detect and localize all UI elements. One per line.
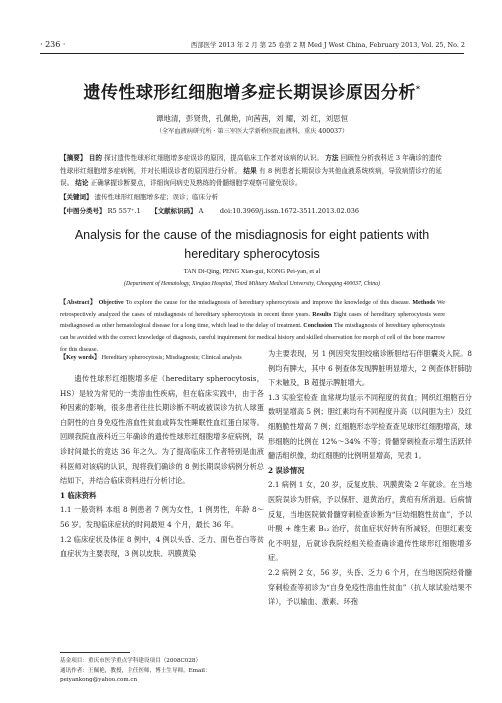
abstract-cn [60, 152, 442, 190]
abstract-en-conclusion: The misdiagnosis of hereditary spherocytosis can be avoided with the correct knowledge of diagnosis, careful inquirement for medical history and skilled observation for morph of cell of the bone marrow for this disease. [60, 323, 446, 353]
clc-value: R5 557⁺.1 [107, 207, 141, 215]
abstract-cn-objective: 探讨遗传性球形红细胞增多症误诊的原因，提高临床工作者对该病的认识。 [104, 154, 324, 162]
abstract-cn-objective-label: 目的 [88, 154, 102, 162]
abstract-cn-methods-label: 方法 [325, 154, 339, 162]
abstract-en-methods-label: Methods [412, 300, 436, 306]
body-left-column [60, 372, 264, 562]
footnote-fund: 基金项目：重庆市医学重点学科建设项目（2008C028） [60, 658, 202, 664]
abstract-cn-methods: 回顾性分析我科近 3 年确诊的遗传性球形红细胞增多症病例，并对长期误诊者的原因进行分析。 [60, 154, 442, 175]
section-1-heading: 1 临床资料 [60, 490, 97, 500]
affiliation-cn: （全军血液病研究所 · 第三军医大学新桥医院血液科，重庆 400037） [155, 128, 349, 135]
authors-cn: 谭地清，彭贤贵，孔佩艳，向茜茜，刘 耀，刘 红，刘思恒 [155, 114, 349, 123]
abstract-cn-results-label: 结果 [243, 166, 257, 175]
abstract-en-label: 【Abstract】 [60, 300, 97, 306]
footnote [60, 657, 264, 686]
title-en-line-1: Analysis for the cause of the misdiagnosis for eight patients with [74, 228, 430, 242]
section-1-3: 1.3 实验室检查 血常规均显示不同程度的贫血；网织红细胞百分数明显增高 5 例；胆红素均有不同程度升高（以间胆为主）及红细胞脆性增高 7 例；红细胞形态学检查查见球形红细胞增高，球形细胞的比例在 12%～34% 不等；骨髓穿刺检查示增生活跃伴髓活组织像，幼红细胞的比例明显增高，见表 1。 [268, 392, 472, 461]
doi-text: doi:10.3969/j.issn.1672-3511.2013.02.036 [219, 207, 360, 215]
abstract-en-results-label: Results [312, 311, 332, 318]
section-1-1: 1.1 一般资料 本组 8 例患者 7 例为女性，1 例男性，年龄 8～56 岁。发现临床症状的时间最短 4 个月，最长 36 年。 [60, 505, 264, 529]
section-1-2-continued: 为主要表现，另 1 例因突发胆绞痛诊断胆结石伴胆囊炎入院。8 例均有脾大，其中 6 例查体发现脾脏明显增大，2 例查体肝肺肋下未触及，B 超提示脾脏增大。 [268, 349, 472, 388]
intro-paragraph: 遗传性球形红细胞增多症（hereditary spherocytosis，HS）是较为常见的一类溶血性疾病，但在临床实践中，由于各种因素的影响，很多患者往往长期诊断不明或被误诊为抗人球蛋白阴性的自身免疫性溶血性贫血或阵发性睡眠性血红蛋白尿等。回顾我院血液科近三年确诊的遗传性球形红细胞增多症病例，误诊时间最长的竟达 36 年之久。为了提高临床工作者特别是血液科医师对该病的认识，现将我们确诊的 8 例长期误诊病例分析总结如下，并结合临床资料进行分析讨论。 [60, 374, 264, 486]
article-title-cn [40, 78, 464, 103]
section-2-heading: 2 误诊情况 [268, 465, 305, 475]
authors-en: TAN Di-Qing, PENG Xian-gui, KONG Pei-yan, et al [183, 268, 321, 275]
title-footnote-mark: * [415, 83, 421, 94]
title-en-line-2: hereditary spherocytosis [184, 246, 320, 261]
abstract-en-objective-label: Objective [98, 300, 124, 306]
footnote-rule [60, 652, 130, 653]
abstract-cn-label: 【摘要】 [60, 154, 87, 162]
keywords-cn-label: 【关键词】 [60, 193, 93, 201]
clc-label: 【中图分类号】 [60, 207, 106, 215]
body-right-column [268, 347, 472, 610]
affiliation-en: (Department of Hematology, Xinqiao Hospital, Third Military Medical University, Chongqing 400037, China) [124, 281, 380, 287]
abstract-cn-results: 有 8 例患者长期误诊为其他血液系统疾病，导致病情诊疗的延误。 [60, 166, 442, 187]
abstract-en-objective: To explore the cause for the misdiagnosis of hereditary spherocytosis and improve the knowledge of this disease. [125, 300, 411, 306]
abstract-cn-conclusion-label: 结论 [75, 179, 89, 187]
keywords-en-label: 【Key words】 [60, 355, 101, 361]
header-rule [40, 53, 464, 54]
doc-code-value: A [198, 207, 204, 215]
abstract-en-conclusion-label: Conclusion [303, 323, 333, 330]
classification-row [60, 206, 442, 215]
abstract-cn-conclusion: 正确掌握诊断要点，详细询问病史及熟练的骨髓细胞学观察可避免误诊。 [90, 179, 302, 187]
keywords-en-text: Hereditary spherocytosis; Misdiagnosis; Clinical analysis [101, 355, 242, 361]
footnote-contact: 通讯作者：王佩艳，教授，主任医师，博士生导师。Email：peiyankong@yahoo.com.cn [60, 667, 211, 683]
abstract-en-results: Eight cases of hereditary spherocytosis were misdiagnosed as other hematological disease for a long time, which lead to the delay of treatment. [60, 311, 445, 330]
keywords-cn [60, 192, 442, 201]
section-2-1: 2.1 病例 1 女，20 岁，反复皮肤、巩膜黄染 2 年就诊。在当地医院误诊为肝病，予以保肝、退黄治疗，黄疸有所消退。后病情反复，当地医院做骨髓穿刺检查诊断为“巨幼细胞性贫血”，予以叶酸 + 维生素 B₁₂ 治疗，贫血症状好转有所减轻，但胆红素变化不明显，后就诊我院经相关检查确诊遗传性球形红细胞增多症。 [268, 480, 472, 563]
section-1-2: 1.2 临床症状及体征 8 例中，4 例以头昏、乏力、面色苍白等贫血症状为主要表现，3 例以皮肤、巩膜黄染 [60, 534, 264, 559]
doc-code-label: 【文献标识码】 [151, 207, 197, 215]
page-number: · 236 · [40, 40, 66, 49]
journal-header: 西部医学 2013 年 2 月 第 25 卷第 2 期 Med J West China, February 2013, Vol. 25, No. 2 [190, 41, 465, 49]
title-cn-text: 遗传性球形红细胞增多症长期误诊原因分析 [83, 83, 416, 103]
article-title-en [40, 226, 464, 263]
abstract-en-methods: We retrospectively analyzed the cases of misdiagnosis of hereditary spherocytosis in recent three years. [60, 300, 445, 318]
section-2-2: 2.2 病例 2 女，56 岁，头昏、乏力 6 个月，在当地医院经骨髓穿刺检查等初诊为“自身免疫性溶血性贫血”（抗人球试验结果不详），予以输血、激素、环孢 [268, 567, 472, 607]
keywords-cn-text: 遗传性球形红细胞增多症；误诊；临床分析 [94, 193, 219, 201]
